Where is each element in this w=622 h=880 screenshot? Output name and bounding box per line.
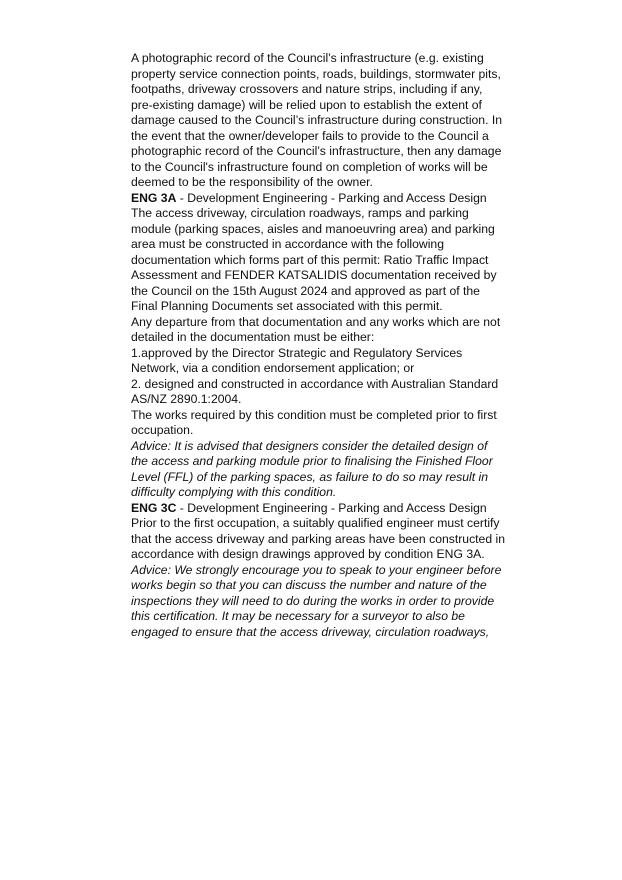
eng-3a-heading (131, 191, 523, 207)
document-page (131, 51, 523, 640)
eng-3c-heading (131, 501, 523, 517)
eng-3a-code: ENG 3A (131, 190, 177, 205)
intro-paragraph: A photographic record of the Council’s infrastructure (e.g. existing property service connection points, roads, buildings, stormwater pits, footpaths, driveway crossovers and nature strips, including if any, pre-existing damage) will be relied upon to establish the extent of damage caused to the Council’s infrastructure during construction. In the event that the owner/developer fails to provide to the Council a photographic record of the Council’s infrastructure, then any damage to the Council's infrastructure found on completion of works will be deemed to be the responsibility of the owner. (131, 51, 503, 189)
eng-3a-advice: Advice: It is advised that designers consider the detailed design of the access and parking module prior to finalising the Finished Floor Level (FFL) of the parking spaces, as failure to do so may result in difficulty complying with this condition. (131, 438, 493, 499)
eng-3a-paragraph-2: Any departure from that documentation and any works which are not detailed in the documentation must be either: (131, 314, 501, 344)
eng-3c-advice: Advice: We strongly encourage you to speak to your engineer before works begin so that you can discuss the number and nature of the inspections they will need to do during the works in order to provide this certification. It may be necessary for a surveyor to also be engaged to ensure that the access driveway, circulation roadways, (131, 562, 502, 639)
eng-3a-paragraph-1: The access driveway, circulation roadways, ramps and parking module (parking spaces, aisles and manoeuvring area) and parking area must be constructed in accordance with the following documentation which forms part of this permit: Ratio Traffic Impact Assessment and FENDER KATSALIDIS documentation received by the Council on the 15th August 2024 and approved as part of the Final Planning Documents set associated with this permit. (131, 206, 497, 313)
eng-3a-list-item-1: 1.approved by the Director Strategic and Regulatory Services Network, via a condition endorsement application; or (131, 345, 463, 375)
eng-3a-paragraph-3: The works required by this condition must be completed prior to first occupation. (131, 407, 497, 437)
eng-3a-list-item-2: 2. designed and constructed in accordance with Australian Standard AS/NZ 2890.1:2004. (131, 376, 499, 406)
eng-3c-paragraph-1: Prior to the first occupation, a suitably qualified engineer must certify that the access driveway and parking areas have been constructed in accordance with design drawings approved by condition ENG 3A. (131, 516, 505, 561)
eng-3a-title: - Development Engineering - Parking and Access Design (176, 190, 487, 205)
eng-3c-title: - Development Engineering - Parking and Access Design (176, 500, 487, 515)
eng-3c-code: ENG 3C (131, 500, 177, 515)
